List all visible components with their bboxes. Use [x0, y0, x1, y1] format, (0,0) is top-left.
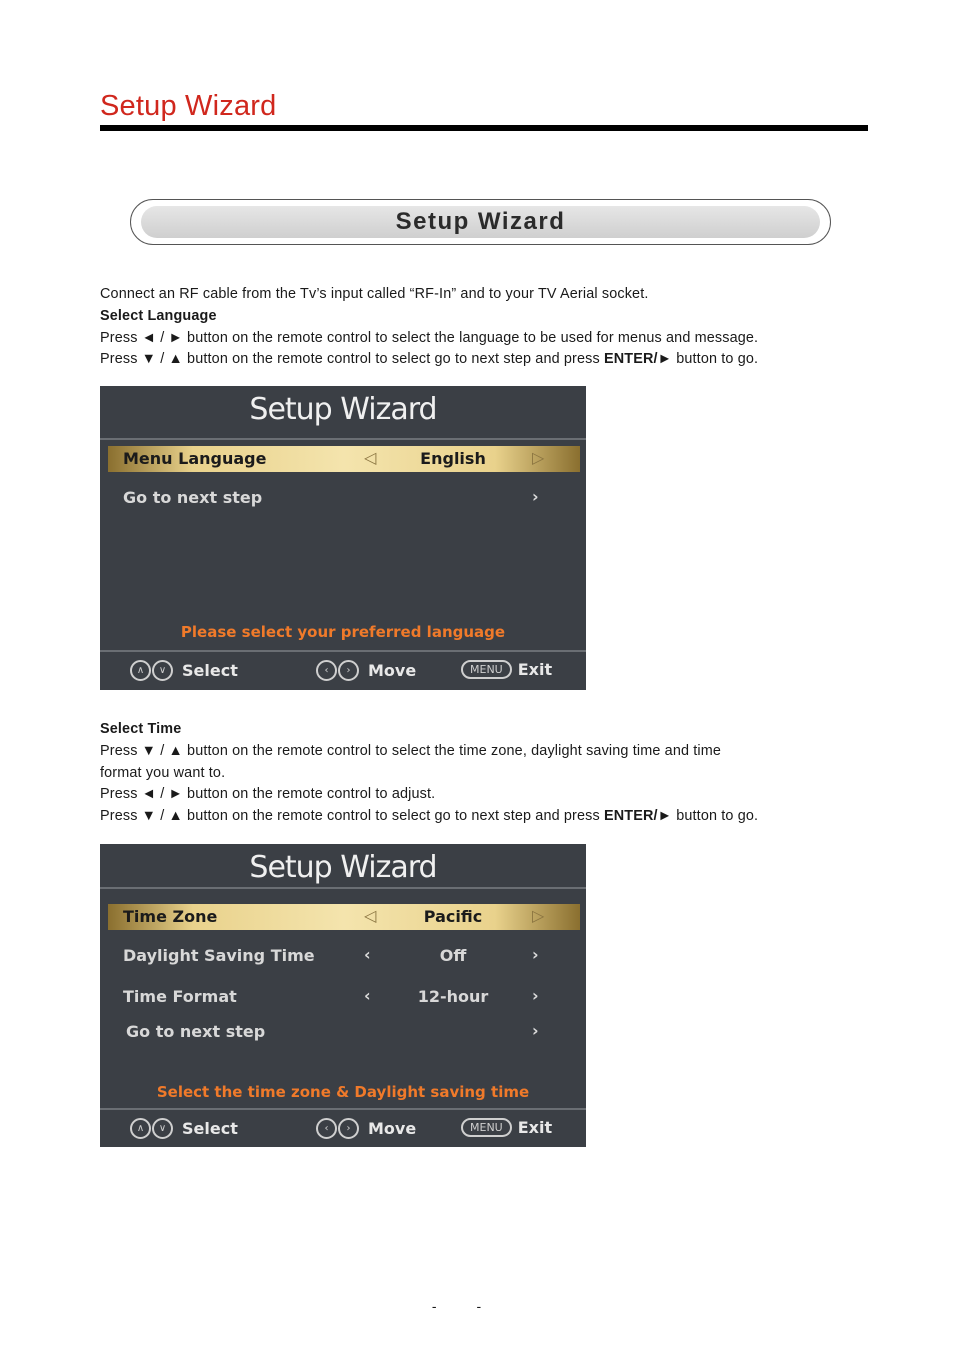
- chevron-left-icon[interactable]: ‹: [364, 945, 371, 964]
- left-button-icon: ‹: [316, 1118, 337, 1139]
- select-label: Select: [182, 661, 238, 680]
- row-label: Daylight Saving Time: [123, 946, 315, 965]
- menu-key-icon: MENU: [461, 1118, 512, 1137]
- chevron-right-icon[interactable]: ›: [532, 986, 539, 1005]
- select-time-heading: Select Time: [100, 721, 182, 737]
- menu-language-row[interactable]: [108, 446, 580, 472]
- row-value: Pacific: [423, 907, 483, 926]
- time-format-row[interactable]: [108, 984, 580, 1010]
- page-number-marks: --: [431, 1298, 522, 1314]
- adjust-line: Press ◄ / ► button on the remote control to adjust.: [100, 786, 436, 803]
- chevron-left-icon[interactable]: ‹: [364, 986, 371, 1005]
- move-hint: [316, 660, 416, 681]
- down-button-icon: ∨: [152, 1118, 173, 1139]
- next-step-line: [100, 806, 860, 828]
- chevron-right-icon[interactable]: ›: [532, 487, 539, 506]
- down-button-icon: ∨: [152, 660, 173, 681]
- hint-text: Select the time zone & Daylight saving time: [156, 1083, 530, 1101]
- time-instructions: [100, 719, 860, 828]
- daylight-saving-row[interactable]: [108, 943, 580, 969]
- enter-key-text: ENTER/►: [604, 351, 673, 368]
- right-button-icon: ›: [338, 660, 359, 681]
- select-language-heading: Select Language: [100, 307, 217, 324]
- go-to-next-step-row[interactable]: [108, 485, 580, 511]
- screen-title: Setup Wizard: [249, 850, 437, 885]
- row-label: Time Format: [123, 987, 237, 1006]
- banner-title: Setup Wizard: [141, 206, 820, 238]
- exit-label: Exit: [517, 1118, 553, 1137]
- screen-footer: [100, 1110, 586, 1147]
- section-banner: [130, 199, 831, 245]
- intro-line: Connect an RF cable from the Tv’s input called “RF-In” and to your TV Aerial socket.: [100, 286, 649, 302]
- exit-label: Exit: [517, 660, 553, 679]
- move-hint: [316, 1118, 416, 1139]
- row-value: 12-hour: [417, 987, 489, 1006]
- menu-key-icon: MENU: [461, 660, 512, 679]
- time-line: format you want to.: [100, 764, 226, 781]
- move-label: Move: [368, 1119, 417, 1138]
- next-step-tail: button to go.: [672, 808, 759, 825]
- left-arrow-icon[interactable]: ◁: [364, 448, 377, 467]
- right-arrow-icon[interactable]: ▷: [532, 906, 545, 925]
- go-to-next-step-row[interactable]: [108, 1019, 580, 1045]
- left-arrow-icon[interactable]: ◁: [364, 906, 377, 925]
- time-line: Press ▼ / ▲ button on the remote control to select the time zone, daylight saving time and time: [100, 742, 722, 759]
- language-line: Press ◄ / ► button on the remote control to select the language to be used for menus and message.: [100, 329, 759, 346]
- right-arrow-icon[interactable]: ▷: [532, 448, 545, 467]
- page-title: Setup Wizard: [100, 90, 277, 122]
- select-label: Select: [182, 1119, 238, 1138]
- chevron-right-icon[interactable]: ›: [532, 945, 539, 964]
- left-button-icon: ‹: [316, 660, 337, 681]
- chevron-right-icon[interactable]: ›: [532, 1021, 539, 1040]
- select-hint: [130, 660, 238, 681]
- exit-hint: [461, 660, 552, 679]
- next-step-text: Press ▼ / ▲ button on the remote control to select go to next step and press: [100, 351, 604, 368]
- tv-screen-language: [100, 386, 586, 690]
- title-rule: [100, 125, 868, 131]
- screen-divider: [100, 438, 586, 440]
- row-value: English: [420, 449, 486, 468]
- screen-title: Setup Wizard: [249, 392, 437, 427]
- screen-footer: [100, 652, 586, 690]
- row-value: Off: [439, 946, 467, 965]
- move-label: Move: [368, 661, 417, 680]
- next-step-tail: button to go.: [672, 351, 759, 368]
- exit-hint: [461, 1118, 552, 1137]
- up-button-icon: ∧: [130, 1118, 151, 1139]
- row-label: Menu Language: [123, 449, 267, 468]
- tv-screen-time: [100, 844, 586, 1147]
- row-label: Time Zone: [123, 907, 218, 926]
- screen-divider: [100, 887, 586, 889]
- next-step-line: [100, 349, 860, 371]
- row-label: Go to next step: [126, 1022, 266, 1041]
- enter-key-text: ENTER/►: [604, 808, 673, 825]
- right-button-icon: ›: [338, 1118, 359, 1139]
- up-button-icon: ∧: [130, 660, 151, 681]
- language-instructions: [100, 284, 860, 371]
- select-hint: [130, 1118, 238, 1139]
- row-label: Go to next step: [123, 488, 263, 507]
- hint-text: Please select your preferred language: [180, 623, 506, 641]
- time-zone-row[interactable]: [108, 904, 580, 930]
- next-step-text: Press ▼ / ▲ button on the remote control to select go to next step and press: [100, 808, 604, 825]
